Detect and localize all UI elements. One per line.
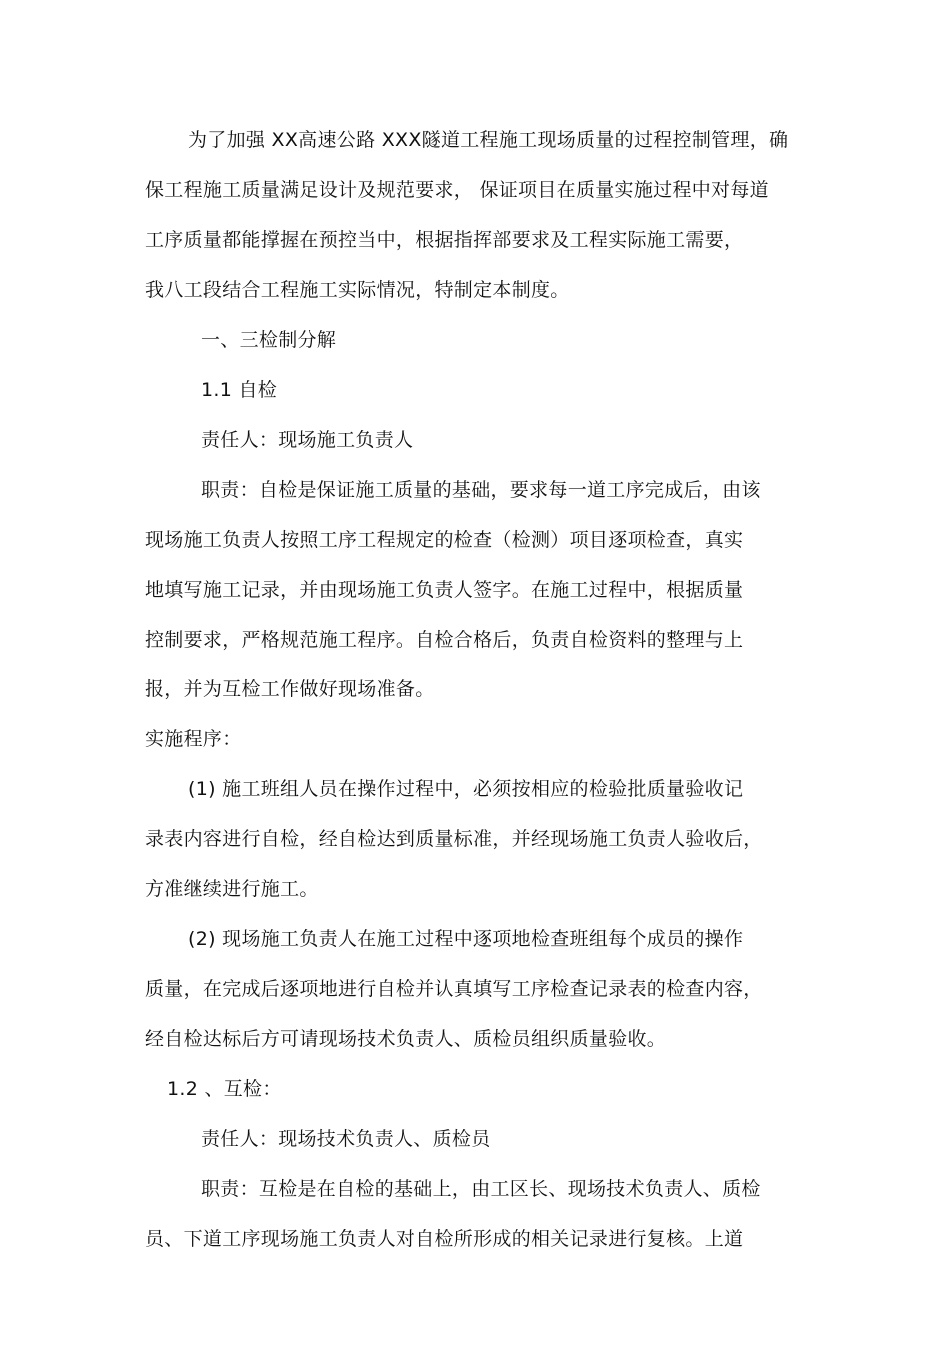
step1-line-2: 录表内容进行自检，经自检达到质量标准，并经现场施工负责人验收后， xyxy=(145,828,763,850)
duty-line-2: 现场施工负责人按照工序工程规定的检查（检测）项目逐项检查，真实 xyxy=(145,529,744,551)
step1-line-3: 方准继续进行施工。 xyxy=(145,878,319,900)
intro-line-1: 为了加强 XX高速公路 XXX隧道工程施工现场质量的过程控制管理，确 xyxy=(188,129,789,151)
subsection-heading-1-2: 1.2 、互检： xyxy=(167,1078,282,1100)
duty2-line-2: 员、下道工序现场施工负责人对自检所形成的相关记录进行复核。上道 xyxy=(145,1228,744,1250)
responsible-person-1-1: 责任人：现场施工负责人 xyxy=(201,429,414,451)
intro-line-3: 工序质量都能撑握在预控当中，根据指挥部要求及工程实际施工需要， xyxy=(145,229,744,251)
step2-line-2: 质量，在完成后逐项地进行自检并认真填写工序检查记录表的检查内容， xyxy=(145,978,763,1000)
responsible-person-1-2: 责任人：现场技术负责人、质检员 xyxy=(201,1128,491,1150)
step1-line-1: (1) 施工班组人员在操作过程中，必须按相应的检验批质量验收记 xyxy=(188,778,744,800)
section-heading-1: 一、三检制分解 xyxy=(201,329,337,351)
duty2-line-1: 职责：互检是在自检的基础上，由工区长、现场技术负责人、质检 xyxy=(201,1178,761,1200)
duty-line-3: 地填写施工记录，并由现场施工负责人签字。在施工过程中，根据质量 xyxy=(145,579,744,601)
intro-line-4: 我八工段结合工程施工实际情况，特制定本制度。 xyxy=(145,279,570,301)
step2-line-3: 经自检达标后方可请现场技术负责人、质检员组织质量验收。 xyxy=(145,1028,667,1050)
procedure-label: 实施程序： xyxy=(145,728,242,750)
step2-line-1: (2) 现场施工负责人在施工过程中逐项地检查班组每个成员的操作 xyxy=(188,928,744,950)
duty-line-5: 报，并为互检工作做好现场准备。 xyxy=(145,678,435,700)
duty-line-1: 职责：自检是保证施工质量的基础，要求每一道工序完成后，由该 xyxy=(201,479,761,501)
duty-line-4: 控制要求，严格规范施工程序。自检合格后，负责自检资料的整理与上 xyxy=(145,629,744,651)
intro-line-2: 保工程施工质量满足设计及规范要求， 保证项目在质量实施过程中对每道 xyxy=(145,179,769,201)
subsection-heading-1-1: 1.1 自检 xyxy=(201,379,278,401)
